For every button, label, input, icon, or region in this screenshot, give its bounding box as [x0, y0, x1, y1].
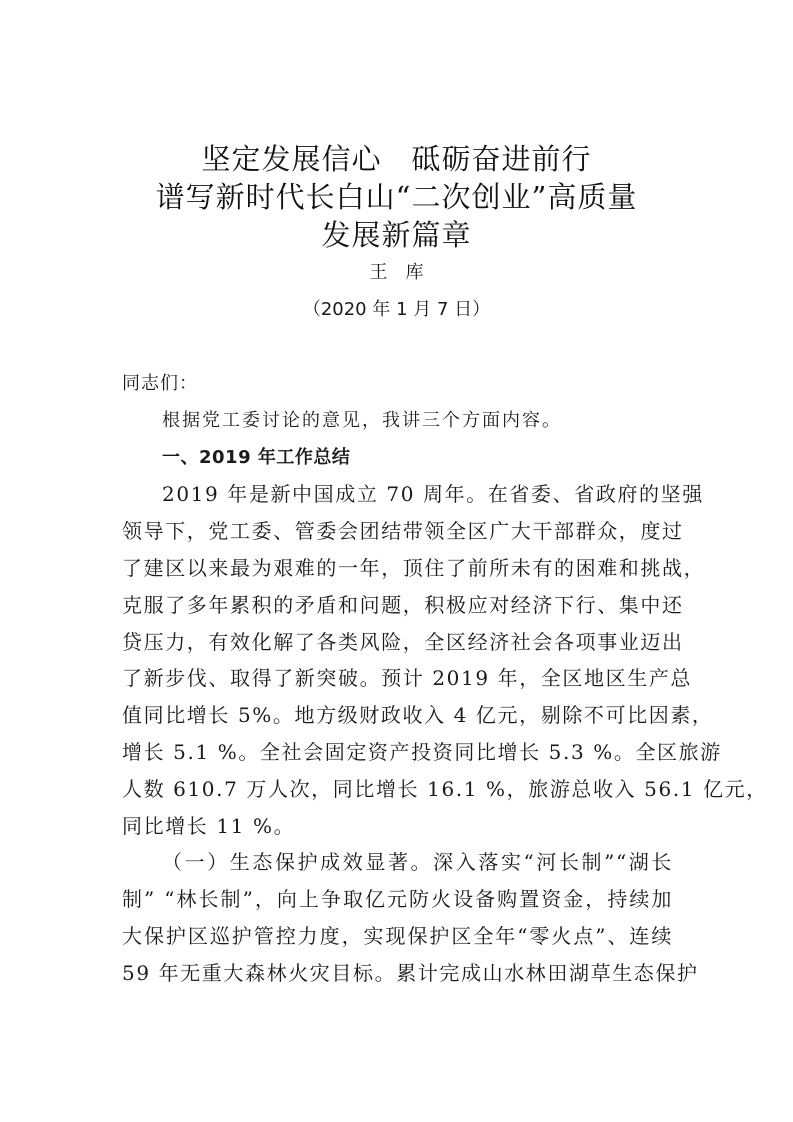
text-line: 克服了多年累积的矛盾和问题，积极应对经济下行、集中还 [122, 592, 684, 617]
text-line: 领导下，党工委、管委会团结带领全区广大干部群众，度过 [122, 519, 684, 544]
text-line: 大保护区巡护管控力度，实现保护区全年“零火点”、连续 [122, 923, 673, 948]
salutation: 同志们： [122, 373, 198, 394]
title-line-1: 坚定发展信心 砥砺奋进前行 [201, 142, 592, 176]
text-line: 59 年无重大森林火灾目标。累计完成山水林田湖草生态保护 [122, 960, 699, 985]
text-line: 值同比增长 5%。地方级财政收入 4 亿元，剔除不可比因素， [122, 703, 714, 728]
text-line: 制” “林长制”，向上争取亿元防火设备购置资金，持续加 [122, 887, 673, 912]
title-line-2: 谱写新时代长白山“二次创业”高质量 [155, 180, 638, 214]
section-heading: 一、2019 年工作总结 [162, 446, 351, 468]
text-line: 人数 610.7 万人次，同比增长 16.1 %，旅游总收入 56.1 亿元， [122, 776, 768, 801]
text-line: 增长 5.1 %。全社会固定资产投资同比增长 5.3 %。全区旅游 [122, 739, 722, 764]
text-line: 了建区以来最为艰难的一年，顶住了前所未有的困难和挑战， [122, 555, 706, 580]
speech-date: （2020 年 1 月 7 日） [302, 299, 491, 320]
document-title [0, 140, 793, 254]
paragraph-ecological-protection [122, 844, 699, 991]
text-line: （一）生态保护成效显著。深入落实“河长制”“湖长 [162, 850, 673, 875]
text-line: 贷压力，有效化解了各类风险，全区经济社会各项事业迈出 [122, 629, 684, 654]
paragraph-summary-2019 [122, 476, 768, 844]
document-body [122, 366, 768, 992]
author-name: 王库 [369, 262, 442, 283]
title-line-3: 发展新篇章 [321, 218, 472, 252]
text-line: 了新步伐、取得了新突破。预计 2019 年，全区地区生产总 [122, 666, 693, 691]
text-line: 同比增长 11 %。 [122, 813, 296, 838]
text-line: 2019 年是新中国成立 70 周年。在省委、省政府的坚强 [162, 482, 704, 507]
intro-sentence: 根据党工委讨论的意见，我讲三个方面内容。 [162, 409, 562, 431]
